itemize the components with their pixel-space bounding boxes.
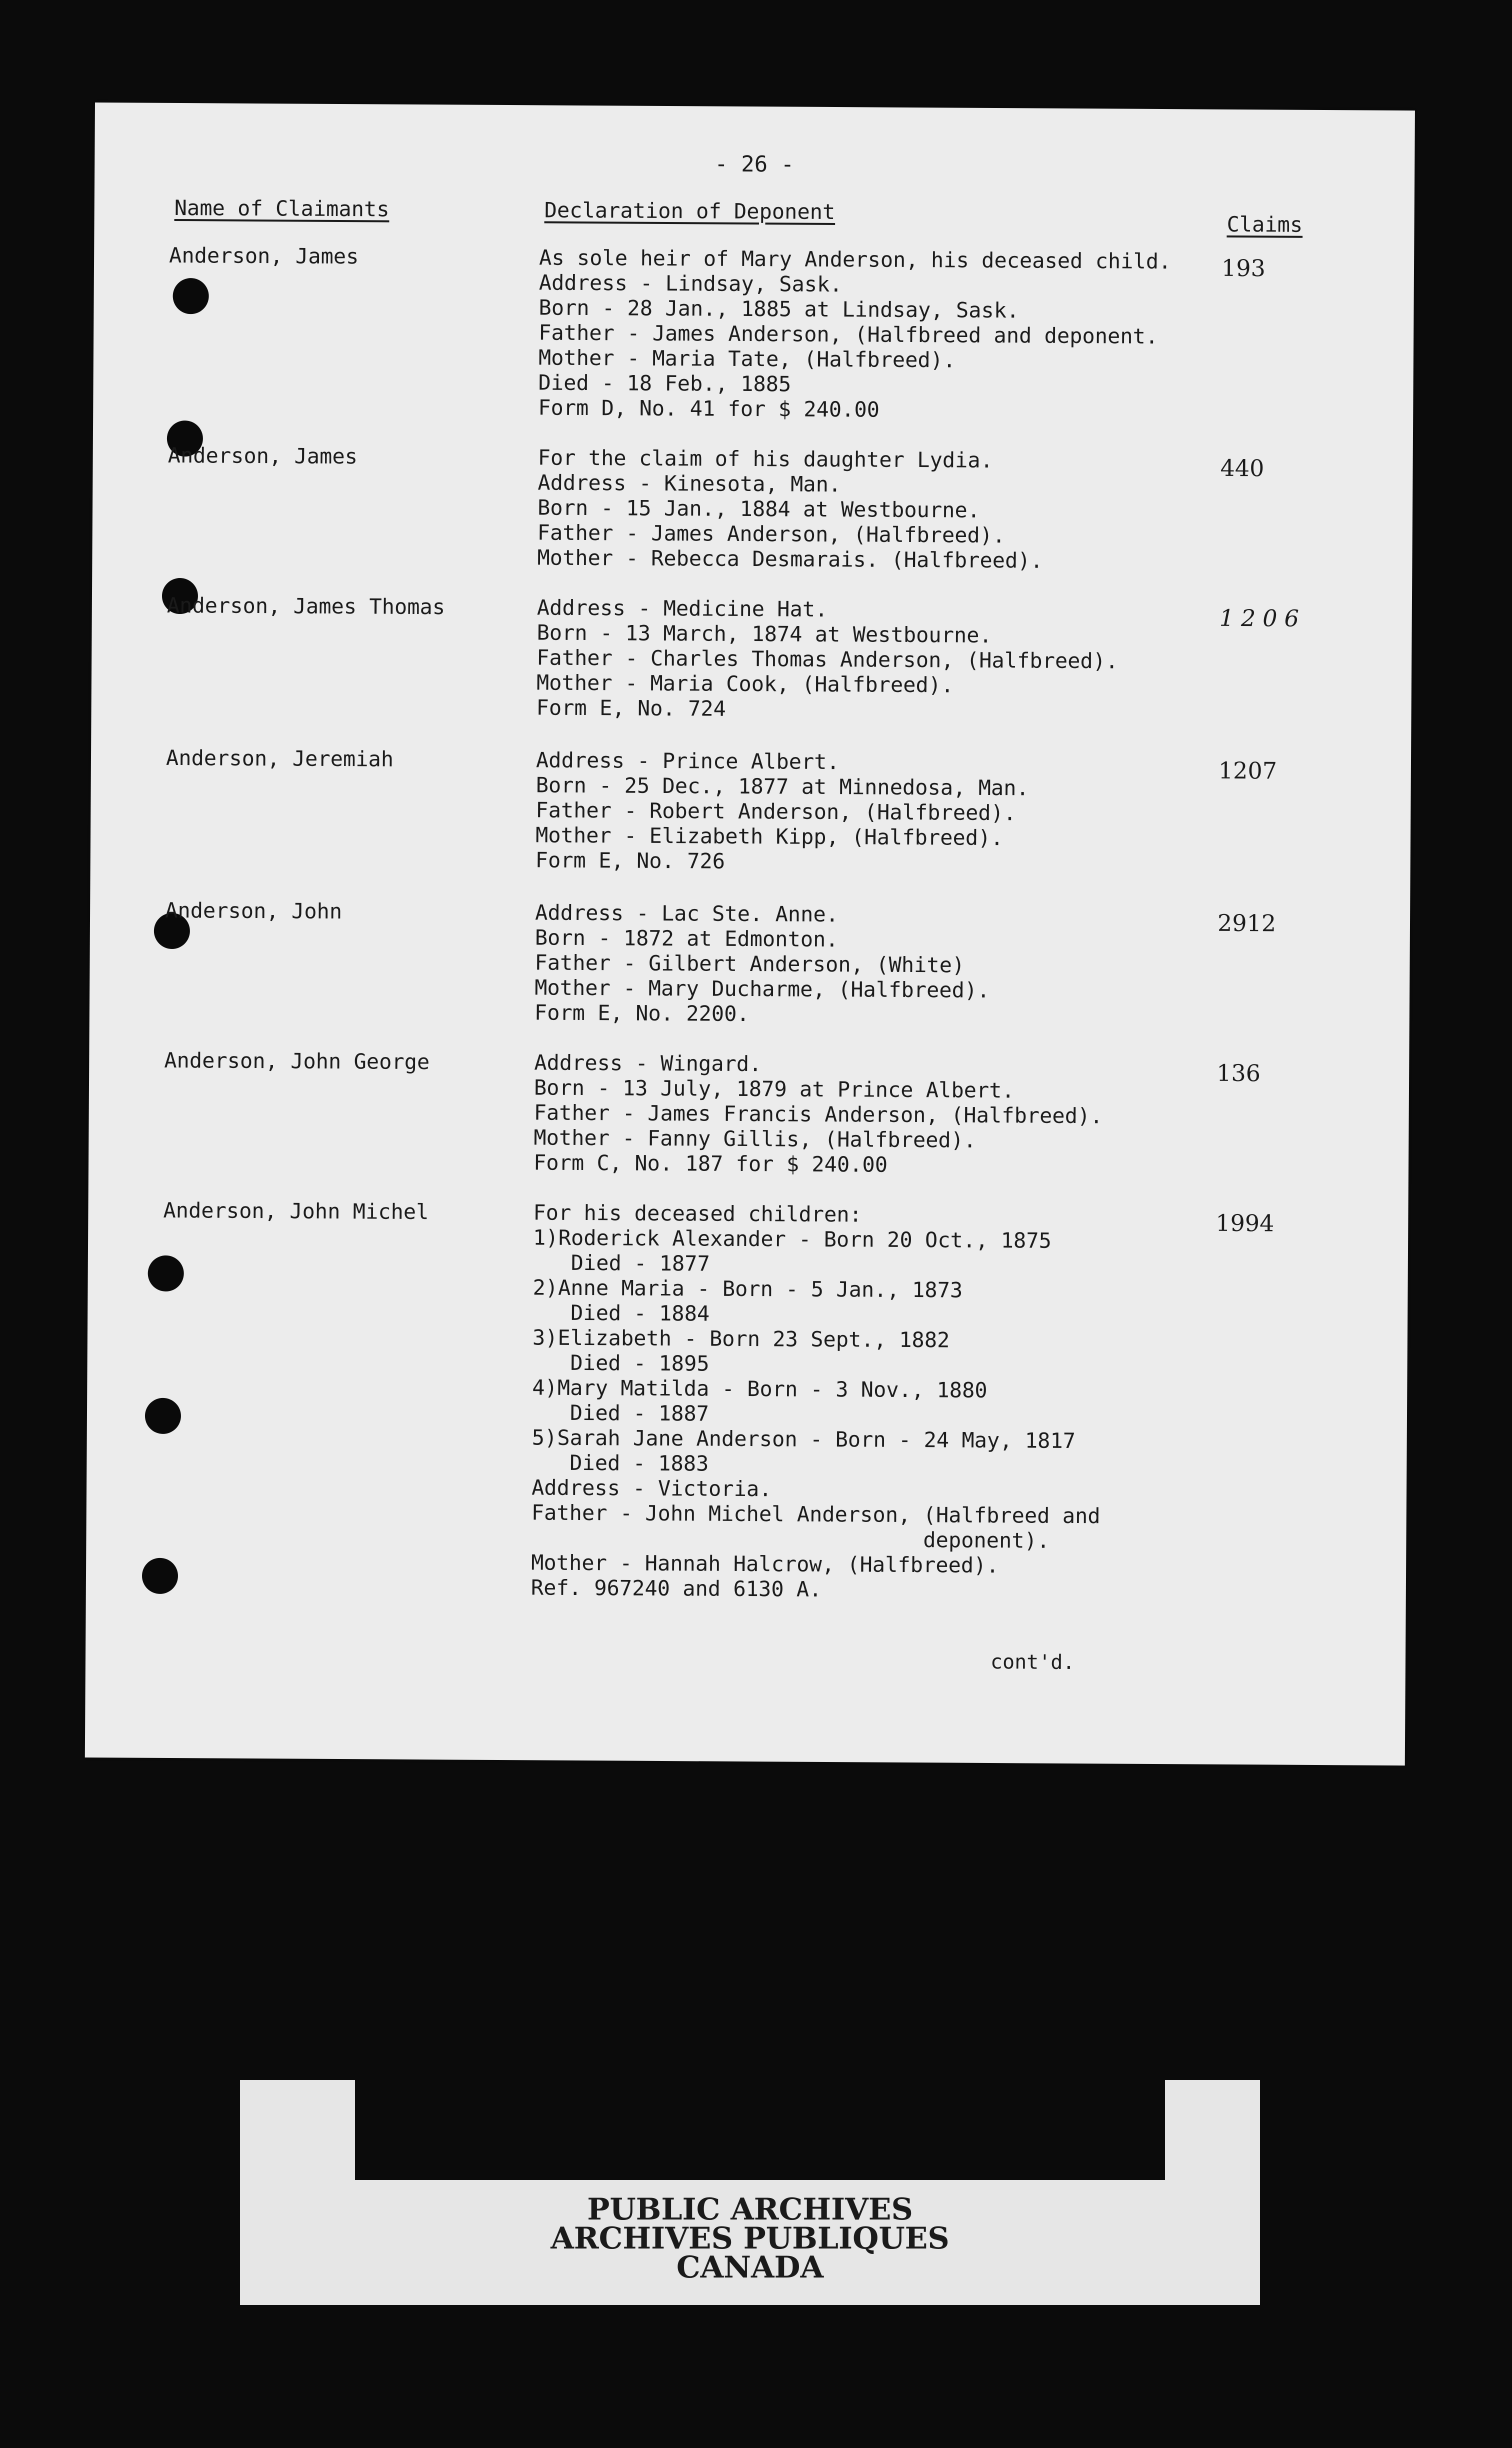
declaration-line: Mother - Mary Ducharme, (Halfbreed).: [534, 975, 990, 1002]
page-number: - 26 -: [714, 151, 794, 178]
declaration-line: 1)Roderick Alexander - Born 20 Oct., 1875: [533, 1225, 1052, 1253]
declaration-line: Mother - Fanny Gillis, (Halfbreed).: [534, 1125, 976, 1152]
declaration-line: Mother - Maria Tate, (Halfbreed).: [538, 345, 956, 372]
declaration-line: deponent).: [531, 1525, 1050, 1553]
declaration-line: Mother - Maria Cook, (Halfbreed).: [536, 670, 954, 698]
declaration-line: For his deceased children:: [533, 1200, 862, 1227]
declaration-text: [531, 1200, 1102, 1604]
header-name-of-claimants: Name of Claimants: [174, 195, 390, 222]
declaration-text: [536, 595, 1118, 724]
declaration-line: 2)Anne Maria - Born - 5 Jan., 1873: [532, 1275, 963, 1302]
claim-number: 136: [1216, 1059, 1261, 1087]
claim-number: 1994: [1216, 1209, 1274, 1237]
claimant-name: Anderson, John George: [164, 1048, 430, 1074]
punch-hole-6: [145, 1398, 181, 1434]
claimant-entry: [90, 898, 1410, 1026]
declaration-line: Address - Lac Ste. Anne.: [534, 900, 839, 927]
declaration-line: Born - 28 Jan., 1885 at Lindsay, Sask.: [538, 295, 1020, 323]
claimant-entry: [92, 592, 1412, 721]
declaration-line: 3)Elizabeth - Born 23 Sept., 1882: [532, 1325, 950, 1352]
claimant-entry: [93, 442, 1413, 573]
declaration-line: Address - Victoria.: [531, 1475, 772, 1502]
declaration-line: Address - Medicine Hat.: [536, 595, 828, 622]
archive-label: [240, 2080, 1260, 2305]
claimant-name: Anderson, Jeremiah: [166, 745, 394, 772]
declaration-line: As sole heir of Mary Anderson, his deceased child.: [538, 245, 1172, 274]
claim-number: 1207: [1218, 756, 1278, 784]
declaration-line: Mother - Hannah Halcrow, (Halfbreed).: [531, 1550, 999, 1578]
archive-label-line2: ARCHIVES PUBLIQUES: [550, 2221, 950, 2256]
claimant-entry: [89, 1048, 1409, 1177]
claim-number: 2912: [1217, 909, 1276, 937]
claimant-name: Anderson, James Thomas: [166, 592, 446, 620]
declaration-line: Died - 1884: [532, 1300, 710, 1326]
claimant-entry: [91, 745, 1411, 874]
declaration-line: 5)Sarah Jane Anderson - Born - 24 May, 1817: [532, 1425, 1076, 1454]
declaration-line: Died - 1883: [532, 1450, 709, 1476]
declaration-line: For the claim of his daughter Lydia.: [538, 445, 994, 472]
declaration-line: Born - 25 Dec., 1877 at Minnedosa, Man.: [536, 772, 1029, 800]
declaration-line: Born - 13 March, 1874 at Westbourne.: [536, 620, 992, 648]
declaration-line: Born - 1872 at Edmonton.: [534, 925, 838, 952]
claimant-entry: [88, 1198, 1408, 1602]
claimant-name: Anderson, James: [168, 242, 359, 269]
declaration-line: Born - 13 July, 1879 at Prince Albert.: [534, 1075, 1014, 1103]
document-page: [85, 102, 1415, 1766]
declaration-text: [534, 1050, 1103, 1178]
declaration-line: Father - James Anderson, (Halfbreed).: [537, 520, 1006, 548]
archive-label-text: [240, 2192, 1260, 2285]
declaration-line: Form E, No. 2200.: [534, 1000, 750, 1026]
archive-label-line1: PUBLIC ARCHIVES: [587, 2192, 913, 2227]
continued-note: cont'd.: [990, 1650, 1075, 1674]
declaration-text: [537, 445, 1044, 573]
declaration-line: Form D, No. 41 for $ 240.00: [538, 395, 880, 422]
claim-number: 1206: [1219, 604, 1306, 632]
declaration-text: [536, 748, 1030, 876]
declaration-line: Died - 1895: [532, 1350, 710, 1376]
declaration-line: Father - James Anderson, (Halfbreed and deponent.: [538, 320, 1158, 348]
label-notch: [355, 2080, 1165, 2180]
declaration-line: Address - Kinesota, Man.: [538, 470, 842, 497]
declaration-text: [538, 245, 1171, 424]
declaration-line: Mother - Rebecca Desmarais. (Halfbreed).: [537, 545, 1044, 573]
declaration-line: Father - John Michel Anderson, (Halfbreed and: [531, 1500, 1100, 1528]
claimant-name: Anderson, James: [168, 442, 358, 469]
declaration-line: Address - Prince Albert.: [536, 748, 840, 774]
claimant-name: Anderson, John Michel: [163, 1198, 429, 1224]
declaration-line: Form E, No. 724: [536, 695, 726, 721]
declaration-line: Address - Wingard.: [534, 1050, 762, 1076]
punch-hole-5: [148, 1256, 184, 1292]
punch-hole-1: [172, 278, 208, 314]
claim-number: 440: [1220, 454, 1264, 482]
claimant-entry: [94, 242, 1414, 422]
claimant-name: Anderson, John: [164, 898, 342, 924]
declaration-text: [534, 900, 990, 1028]
claim-number: 193: [1221, 254, 1266, 282]
declaration-line: Father - Robert Anderson, (Halfbreed).: [536, 798, 1016, 826]
declaration-line: 4)Mary Matilda - Born - 3 Nov., 1880: [532, 1375, 988, 1402]
header-claims: Claims: [1226, 212, 1303, 237]
declaration-line: Form C, No. 187 for $ 240.00: [533, 1150, 888, 1177]
declaration-line: Died - 18 Feb., 1885: [538, 370, 792, 396]
declaration-line: Ref. 967240 and 6130 A.: [530, 1575, 822, 1602]
declaration-line: Died - 1877: [532, 1250, 710, 1276]
declaration-line: Born - 15 Jan., 1884 at Westbourne.: [537, 495, 980, 522]
header-declaration-of-deponent: Declaration of Deponent: [544, 198, 836, 224]
declaration-line: Mother - Elizabeth Kipp, (Halfbreed).: [535, 822, 1004, 850]
declaration-line: Died - 1887: [532, 1400, 710, 1426]
declaration-line: Father - Gilbert Anderson, (White): [534, 950, 965, 978]
declaration-line: Form E, No. 726: [535, 848, 726, 874]
archive-label-line3: CANADA: [676, 2250, 824, 2285]
declaration-line: Address - Lindsay, Sask.: [538, 270, 842, 297]
declaration-line: Father - Charles Thomas Anderson, (Halfbreed).: [536, 645, 1118, 674]
declaration-line: Father - James Francis Anderson, (Halfbreed).: [534, 1100, 1103, 1128]
punch-hole-7: [142, 1558, 178, 1594]
